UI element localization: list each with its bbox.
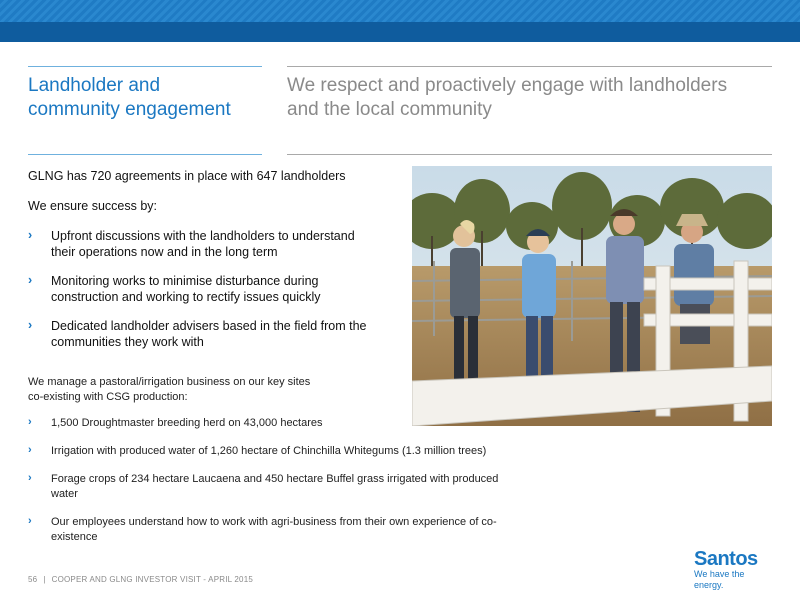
section-title	[28, 74, 268, 122]
chevron-right-icon: ›	[28, 444, 32, 456]
bullet-line: Monitoring works to minimise disturbance during	[51, 274, 319, 288]
list-item	[28, 228, 393, 260]
bullet-line: Upfront discussions with the landholders to understand	[51, 229, 355, 243]
success-bullet-list	[28, 228, 393, 363]
agreements-statement: GLNG has 720 agreements in place with 647 landholders	[28, 169, 346, 183]
tagline-line-1: We respect and proactively engage with landholders	[287, 75, 728, 96]
landholders-photo	[412, 166, 772, 426]
business-bullet-list	[28, 416, 553, 558]
business-intro	[28, 375, 388, 405]
santos-logo	[694, 549, 774, 591]
chevron-right-icon: ›	[28, 472, 32, 484]
chevron-right-icon: ›	[28, 318, 33, 332]
tagline-line-2: and the local community	[287, 99, 492, 120]
business-intro-line-2: co-existing with CSG production:	[28, 391, 188, 403]
bullet-line: 1,500 Droughtmaster breeding herd on 43,000 hectares	[51, 417, 323, 429]
page-number: 56	[28, 575, 38, 584]
ensure-heading: We ensure success by:	[28, 199, 157, 213]
slide-footer	[28, 575, 253, 584]
logo-slogan: We have the energy.	[694, 569, 745, 590]
bullet-line: Dedicated landholder advisers based in the field from the	[51, 319, 367, 333]
bullet-line: water	[51, 488, 78, 500]
bullet-line: communities they work with	[51, 335, 204, 349]
chevron-right-icon: ›	[28, 228, 33, 242]
top-banner-stripe	[0, 22, 800, 42]
bullet-line: construction and working to rectify issues quickly	[51, 290, 321, 304]
section-title-line-2: community engagement	[28, 99, 231, 120]
title-top-rule	[28, 66, 262, 67]
footer-separator: |	[43, 575, 46, 584]
chevron-right-icon: ›	[28, 273, 33, 287]
business-intro-line-1: We manage a pastoral/irrigation business on our key sites	[28, 376, 311, 388]
bullet-line: Our employees understand how to work with agri-business from their own experience of co-	[51, 516, 497, 528]
chevron-right-icon: ›	[28, 416, 32, 428]
page-tagline	[287, 74, 767, 122]
section-title-line-1: Landholder and	[28, 75, 161, 96]
logo-name: Santos	[694, 548, 758, 570]
tagline-top-rule	[287, 66, 772, 67]
footer-event: COOPER AND GLNG INVESTOR VISIT - APRIL 2015	[51, 575, 253, 584]
tagline-bottom-rule	[287, 154, 772, 155]
list-item	[28, 444, 553, 459]
bullet-line: their operations now and in the long term	[51, 245, 278, 259]
chevron-right-icon: ›	[28, 515, 32, 527]
title-bottom-rule	[28, 154, 262, 155]
top-banner	[0, 0, 800, 42]
bullet-line: Irrigation with produced water of 1,260 hectare of Chinchilla Whitegums (1.3 million trees)	[51, 445, 487, 457]
list-item	[28, 472, 553, 502]
list-item	[28, 318, 393, 350]
bullet-line: Forage crops of 234 hectare Laucaena and 450 hectare Buffel grass irrigated with produced	[51, 473, 499, 485]
list-item	[28, 273, 393, 305]
bullet-line: existence	[51, 531, 98, 543]
list-item	[28, 515, 553, 545]
